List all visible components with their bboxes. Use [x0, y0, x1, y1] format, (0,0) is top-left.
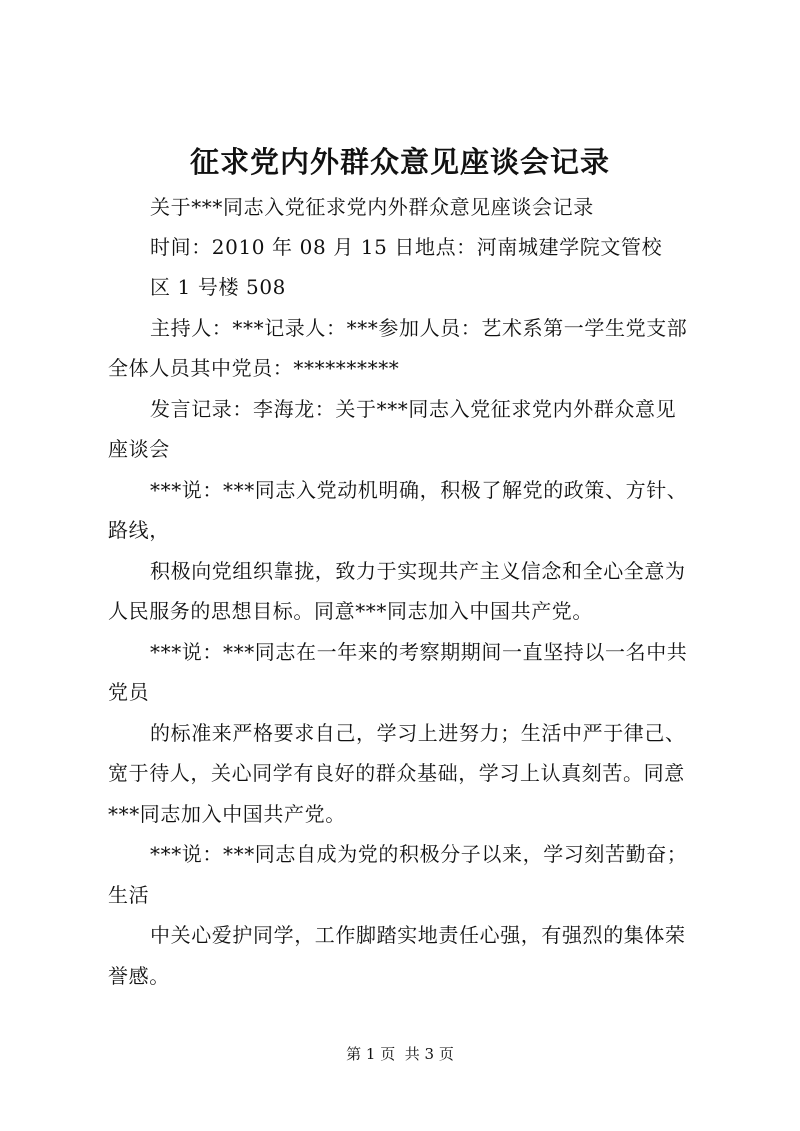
paragraph-line: ***说：***同志在一年来的考察期期间一直坚持以一名中共: [150, 640, 688, 664]
paragraph-line: 宽于待人，关心同学有良好的群众基础，学习上认真刻苦。同意: [108, 761, 685, 785]
paragraph-line: 党员: [108, 680, 150, 704]
paragraph-line: 人民服务的思想目标。同意***同志加入中国共产党。: [108, 599, 593, 623]
paragraph-line: 的标准来严格要求自己，学习上进努力；生活中严于律己、: [150, 721, 686, 745]
paragraph-line: 积极向党组织靠拢，致力于实现共产主义信念和全心全意为: [150, 559, 686, 583]
paragraph-line: 时间：2010 年 08 月 15 日地点：河南城建学院文管校: [150, 235, 663, 259]
document-title: 征求党内外群众意见座谈会记录: [189, 145, 610, 179]
paragraph-line: 全体人员其中党员：**********: [108, 356, 400, 380]
paragraph-line: ***说：***同志自成为党的积极分子以来，学习刻苦勤奋；: [150, 842, 688, 866]
paragraph-line: 生活: [108, 883, 150, 907]
paragraph-line: 关于***同志入党征求党内外群众意见座谈会记录: [150, 195, 594, 219]
paragraph-line: 誉感。: [108, 964, 170, 988]
paragraph-line: ***同志加入中国共产党。: [108, 802, 346, 826]
paragraph-line: 座谈会: [108, 437, 170, 461]
page-footer: 第 1 页 共 3 页: [346, 1045, 454, 1063]
paragraph-line: 路线，: [108, 518, 170, 542]
paragraph-line: 区 1 号楼 508: [150, 275, 286, 299]
paragraph-line: 发言记录：李海龙：关于***同志入党征求党内外群众意见: [150, 397, 677, 421]
paragraph-line: 中关心爱护同学，工作脚踏实地责任心强，有强烈的集体荣: [150, 923, 686, 947]
paragraph-line: 主持人：***记录人：***参加人员：艺术系第一学生党支部: [150, 316, 688, 340]
paragraph-line: ***说：***同志入党动机明确，积极了解党的政策、方针、: [150, 478, 688, 502]
